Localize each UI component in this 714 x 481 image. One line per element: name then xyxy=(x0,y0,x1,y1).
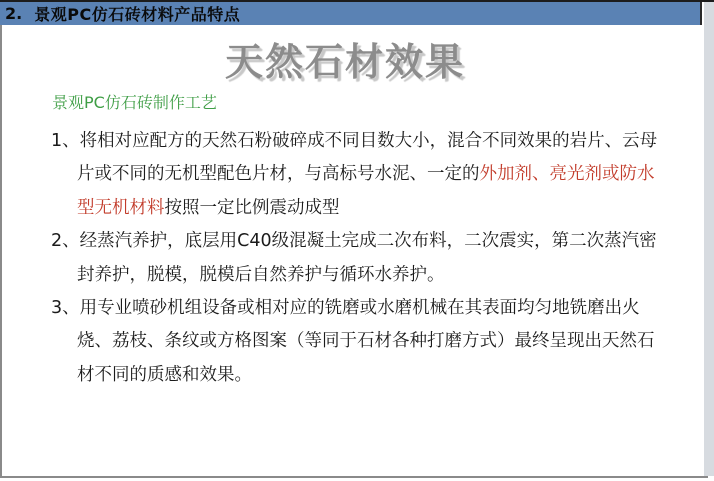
section-title: 景观PC仿石砖材料产品特点 xyxy=(34,5,241,24)
text-run: 片或不同的无机型配色片材，与高标号水泥、一定的 xyxy=(77,164,480,185)
section-number: 2. xyxy=(5,4,23,23)
text-line xyxy=(51,292,701,325)
text-run: 封养护，脱模，脱模后自然养护与循环水养护。 xyxy=(77,264,445,285)
slide-bottom-border xyxy=(0,476,708,478)
text-run: 1、将相对应配方的天然石粉破碎成不同目数大小，混合不同效果的岩片、云母 xyxy=(51,131,658,151)
text-line xyxy=(51,125,701,158)
text-run: 按照一定比例震动成型 xyxy=(164,197,340,218)
section-header-bar xyxy=(0,2,702,25)
text-line xyxy=(77,325,701,358)
text-line xyxy=(77,259,701,292)
text-line xyxy=(77,158,701,191)
text-run: 材不同的质感和效果。 xyxy=(77,364,252,385)
highlight-run: 外加剂、亮光剂或防水 xyxy=(479,164,655,185)
process-subtitle: 景观PC仿石砖制作工艺 xyxy=(52,93,217,112)
text-line xyxy=(77,359,701,392)
highlight-run: 型无机材料 xyxy=(77,197,165,218)
slide-left-border xyxy=(0,25,2,478)
text-run: 3、用专业喷砂机组设备或相对应的铣磨或水磨机械在其表面均匀地铣磨出火 xyxy=(51,297,640,318)
text-run: 2、经蒸汽养护，底层用C40级混凝土完成二次布料，二次震实，第二次蒸汽密 xyxy=(51,231,657,252)
body-text xyxy=(51,125,701,392)
text-line xyxy=(77,192,701,225)
text-line xyxy=(51,225,701,258)
text-run: 烧、荔枝、条纹或方格图案（等同于石材各种打磨方式）最终呈现出天然石 xyxy=(77,331,655,352)
page-title: 天然石材效果 xyxy=(224,40,465,84)
